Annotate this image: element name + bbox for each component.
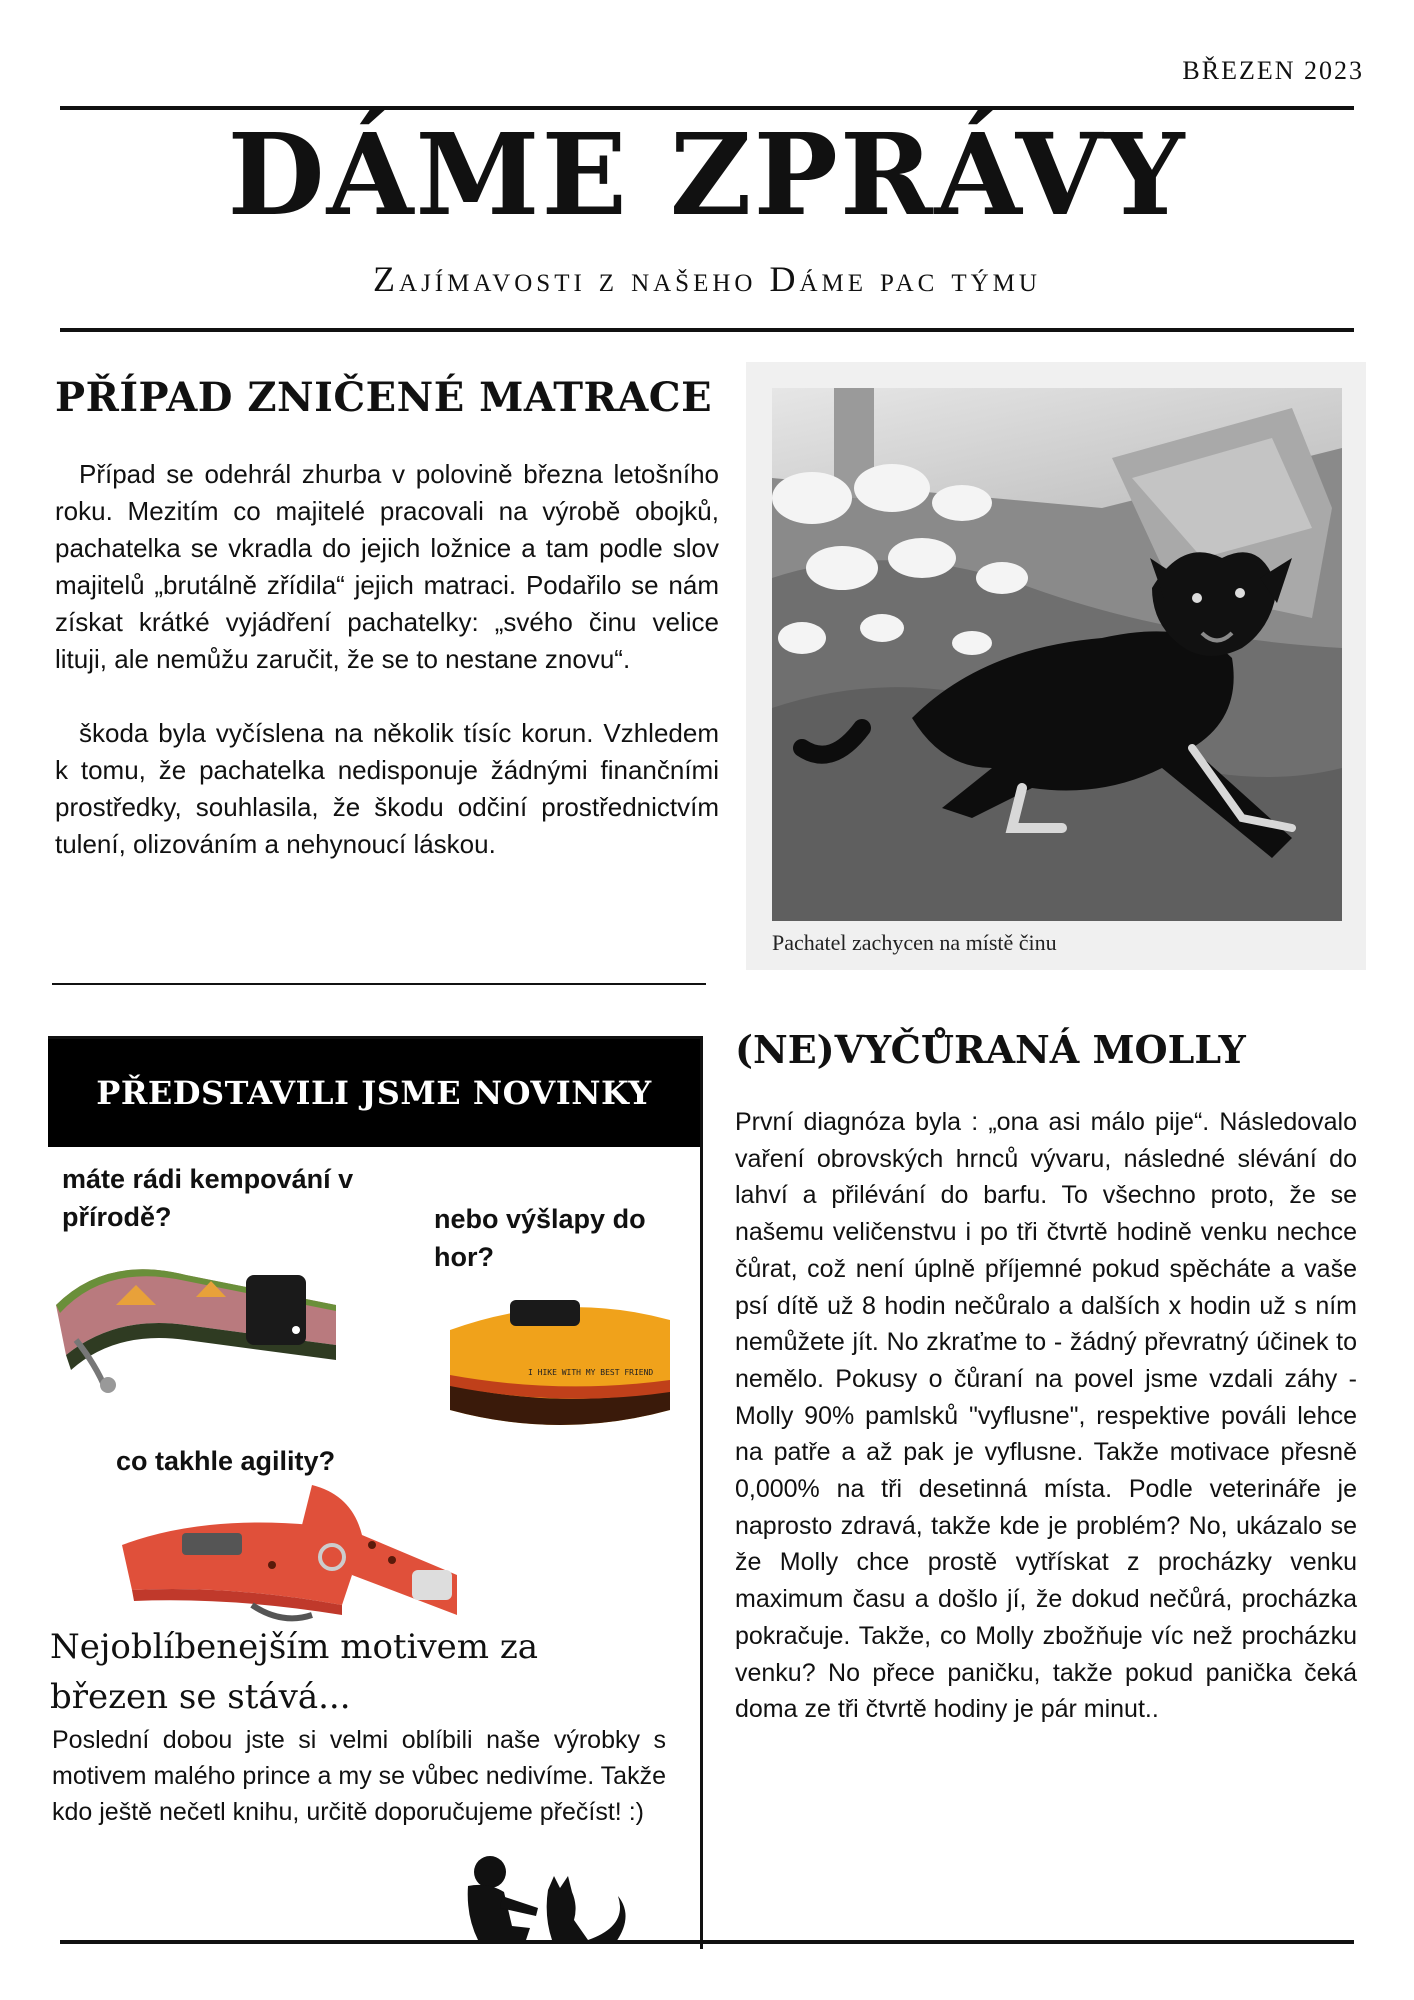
header-bottom-rule xyxy=(60,328,1354,332)
little-prince-and-fox-icon xyxy=(438,1846,638,1946)
agility-collar-illustration xyxy=(112,1475,462,1635)
mattress-paragraph-2: škoda byla vyčíslena na několik tísíc korun. Vzhledem k tomu, že pachatelka nedisponuje žádnými finančními prostředky, souhlasila, že škodu odčiní prostřednictvím tulení, olizováním a nehynoucí láskou. xyxy=(55,718,719,859)
favorite-motif-heading: Nejoblíbenejším motivem za březen se stává... xyxy=(50,1627,539,1717)
hiking-collar-illustration xyxy=(440,1290,680,1440)
camping-question: máte rádi kempování v přírodě? xyxy=(62,1164,354,1232)
new-products-heading: PŘEDSTAVILI JSME NOVINKY xyxy=(48,1039,700,1147)
molly-headline: (NE)VYČŮRANÁ MOLLY xyxy=(735,1027,1246,1072)
issue-date: BŘEZEN 2023 xyxy=(1182,56,1364,85)
mattress-paragraph-1: Případ se odehrál zhurba v polovině března letošního roku. Mezitím co majitelé pracovali na výrobě obojků, pachatelka se vkradla do jejich ložnice a tam podle slov majitelů „brutálně zřídila“ jejich matraci. Podařilo se nám získat krátké vyjádření pachatelky: „svého činu velice lituji, ale nemůžu zaručit, že se to nestane znovu“. xyxy=(55,459,719,674)
photo-frame xyxy=(746,362,1366,970)
bottom-rule xyxy=(60,1940,1354,1944)
dog-photo-illustration xyxy=(772,388,1342,921)
favorite-motif-text: Poslední dobou jste si velmi oblíbili naše výrobky s motivem malého prince a my se vůbec nedivíme. Takže kdo ještě nečetl knihu, určitě doporučujeme přečíst! :) xyxy=(52,1726,666,1826)
hiking-collar-product-image xyxy=(440,1290,680,1440)
camping-collar-product-image xyxy=(46,1235,346,1395)
hiking-question: nebo výšlapy do hor? xyxy=(434,1204,646,1272)
collar-print-text: I HIKE WITH MY BEST FRIEND xyxy=(528,1368,654,1377)
agility-collar-product-image xyxy=(112,1475,462,1635)
article-divider xyxy=(52,983,706,985)
mattress-article-body xyxy=(55,456,719,863)
molly-article-body: První diagnóza byla : „ona asi málo pije“. Následovalo vaření obrovských hrnců vývaru, následné slévání do lahví a přilévání do barfu. To všechno proto, že se našemu veličenstvu i po tři čtvrtě hodině venku nechce čůrat, což není úplně příjemné pokud spěcháte a vaše psí dítě už 8 hodin nečůralo a dalších x hodin už s ním nemůžete jít. No zkraťme to - žádný převratný účinek to nemělo. Pokusy o čůraní na povel jsme vzdali záhy - Molly 90% pamlsků "vyflusne", respektive pováli lehce na patře a až pak je vyflusne. Takže motivace přesně 0,000% na tři desetinná místa. Podle veterináře je naprosto zdravá, takže kde je problém? No, ukázalo se že Molly chce prostě vytřískat z procházky venku maximum času a došlo jí, že dokud nečůrá, procházka pokračuje. Takže, co Molly zbožňuje víc než procházku venku? No přece paničku, takže pokud panička čeká doma ze tři čtvrtě hodiny je pár minut.. xyxy=(735,1108,1357,1724)
newsletter-tagline: Zajímavosti z našeho Dáme pac týmu xyxy=(373,259,1041,299)
photo-caption: Pachatel zachycen na místě činu xyxy=(772,930,1057,955)
dog-on-mattress-photo xyxy=(772,388,1342,921)
little-prince-silhouette xyxy=(438,1846,638,1946)
mattress-headline: PŘÍPAD ZNIČENÉ MATRACE xyxy=(55,374,713,421)
camping-collar-illustration xyxy=(46,1235,346,1395)
newsletter-title: DÁME ZPRÁVY xyxy=(227,110,1187,241)
agility-question: co takhle agility? xyxy=(116,1446,336,1476)
